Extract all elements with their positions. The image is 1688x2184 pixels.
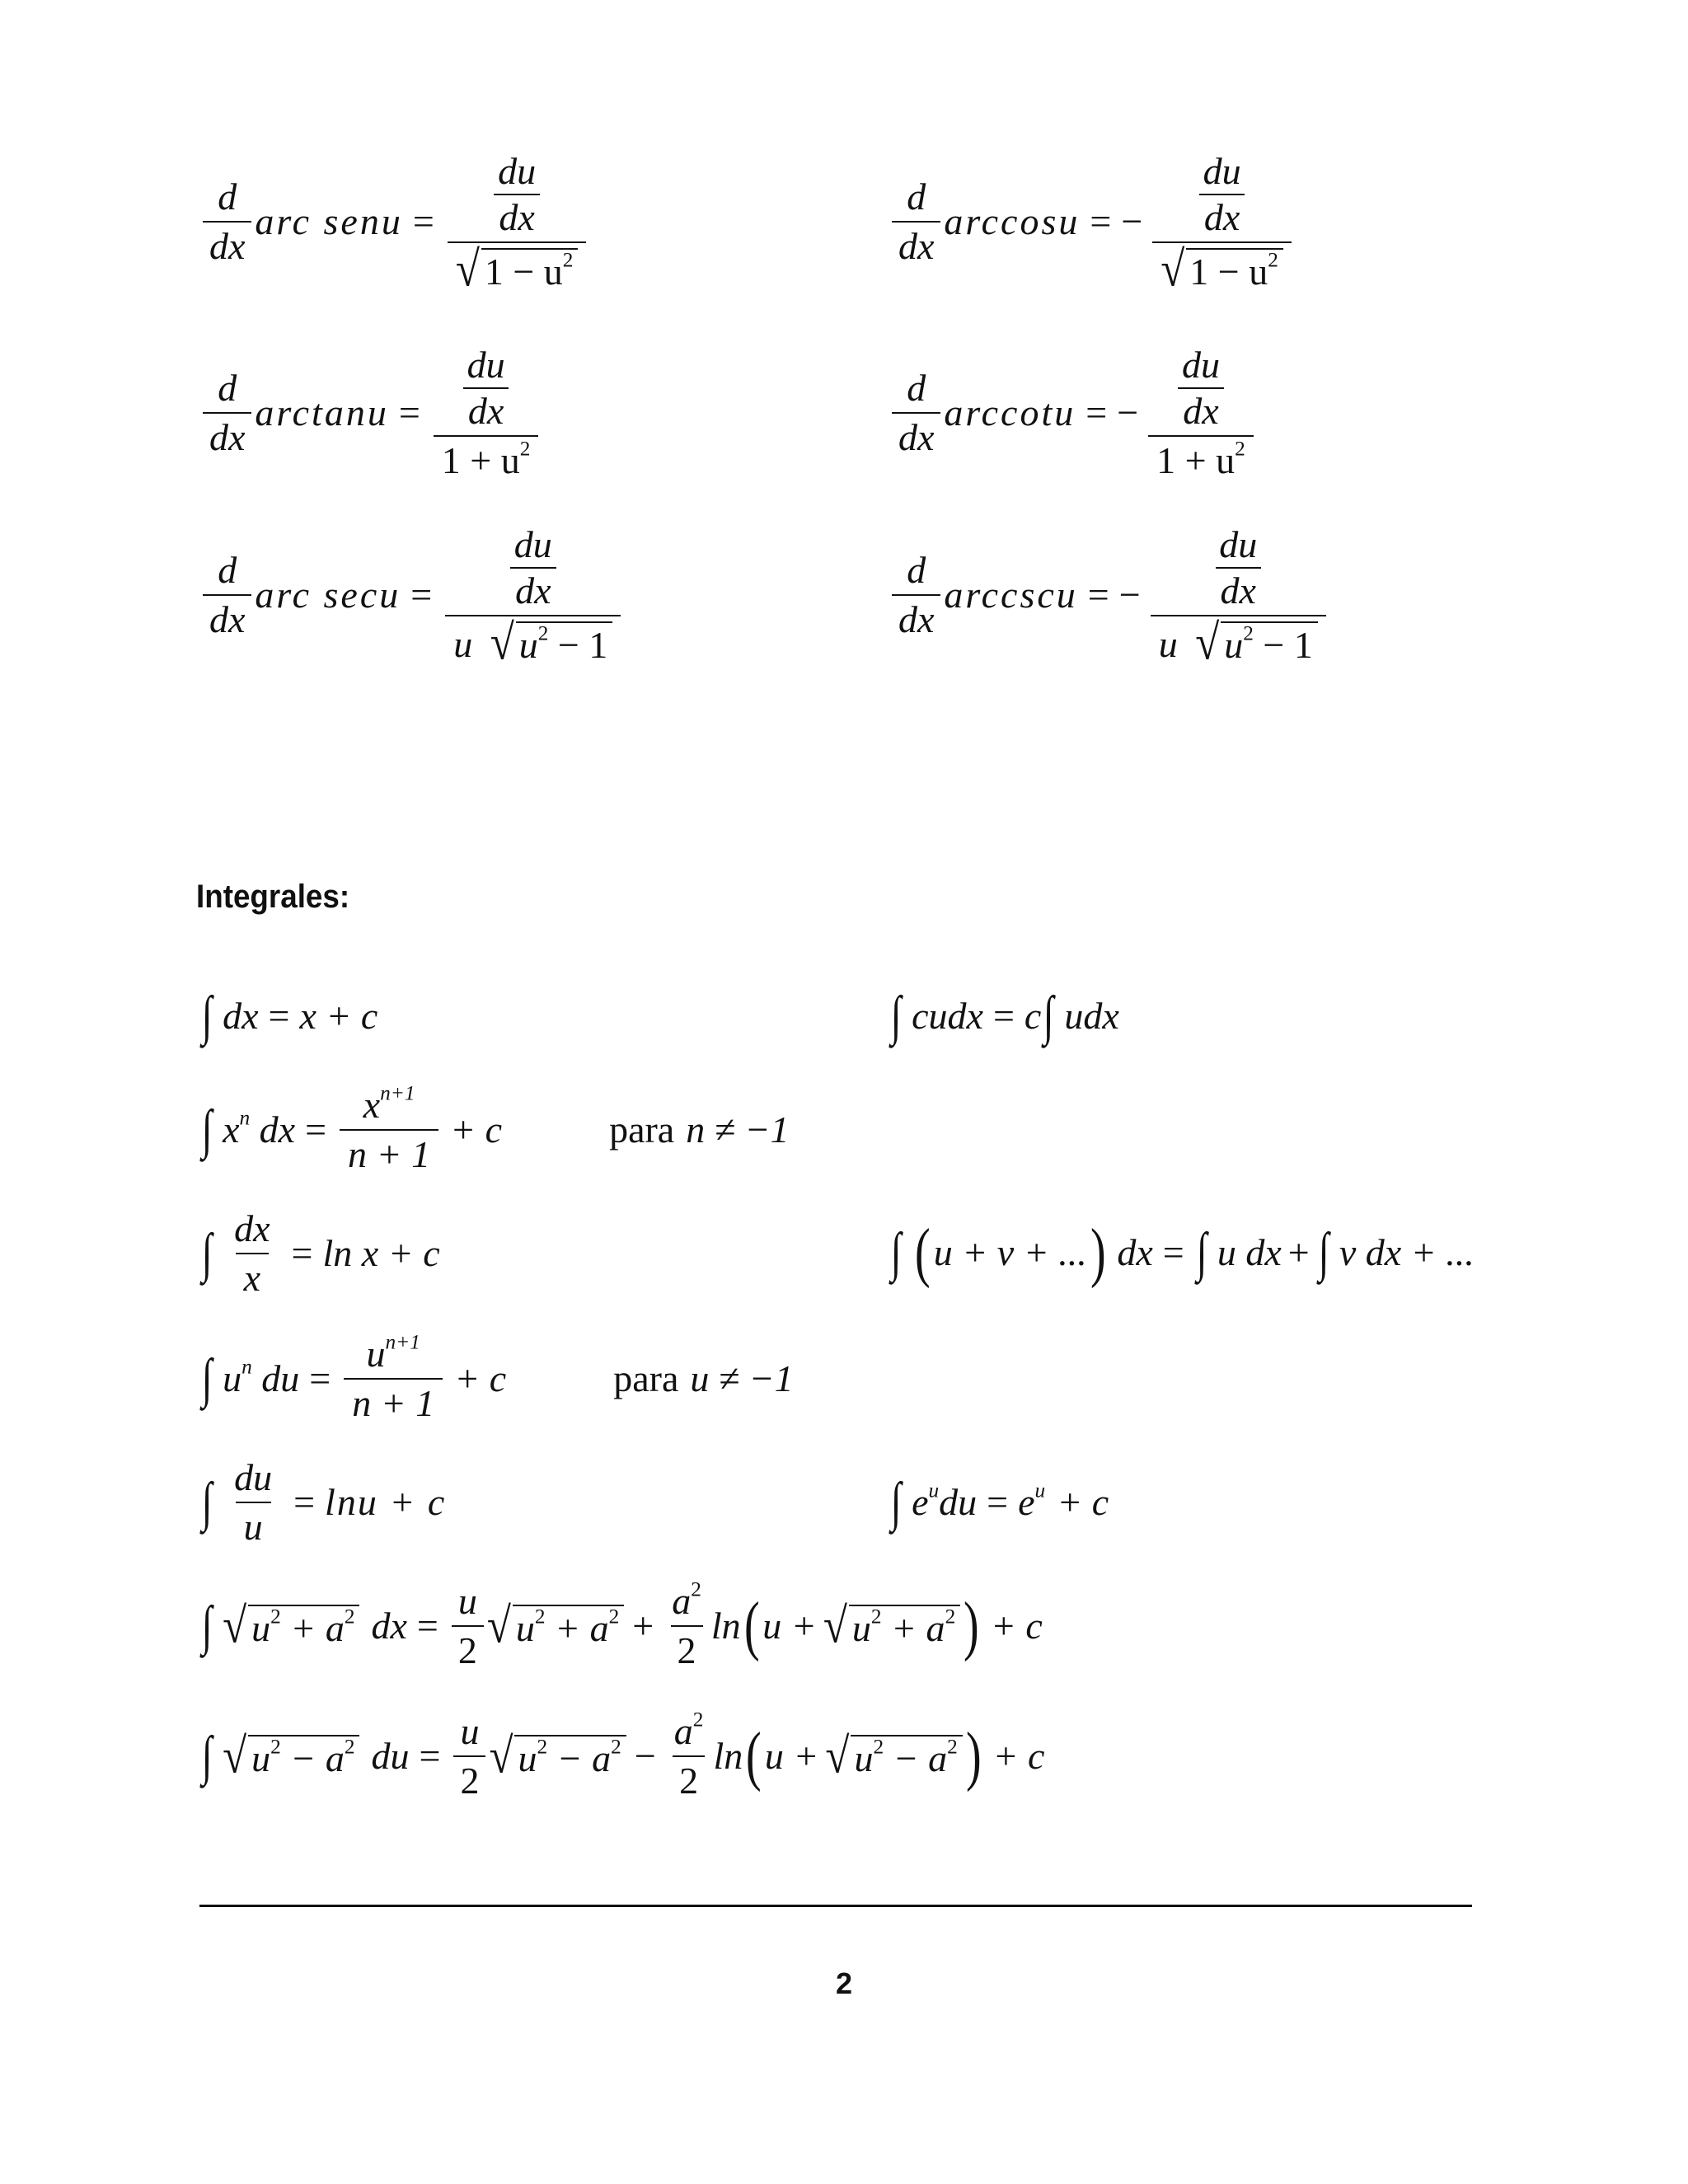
square-root: √ $u^2 - 1$ [1195, 621, 1318, 665]
integral-sign: ∫ [201, 1726, 213, 1786]
function-name: arctanu [255, 391, 389, 434]
footer-divider [199, 1905, 1472, 1907]
derivative-arctan: $\frac{d}{dx}$ arctanu = du dx $1 + u^2$ [199, 346, 542, 480]
integral-sign: ∫ [201, 1348, 213, 1408]
function-name: arccosu [944, 200, 1081, 243]
square-root: √ $u^2 + a^2$ [823, 1605, 960, 1648]
integral-reciprocal-u: ∫ $\frac{du}{u}$ = lnu + c [201, 1456, 447, 1548]
integral-sign: ∫ [890, 1222, 902, 1282]
integral-sign: ∫ [201, 1099, 213, 1160]
integral-sum: ∫ ( u + v + ... ) dx = ∫ u dx + ∫ v dx + ... [890, 1216, 1475, 1289]
rhs-fraction: du dx √ $1 - u^2$ [448, 152, 587, 292]
integral-constant-factor: ∫ cudx = c ∫ udx [890, 986, 1119, 1046]
square-root: √ $u^2 - a^2$ [825, 1735, 962, 1779]
square-root: √ $u^2 - a^2$ [223, 1735, 359, 1779]
page-number: 2 [835, 1966, 853, 2000]
condition: u ≠ −1 [690, 1357, 794, 1399]
square-root: √ $u^2 + a^2$ [487, 1605, 624, 1648]
integral-sign: ∫ [1043, 986, 1054, 1046]
derivative-arccot: $\frac{d}{dx}$ arccotu = − du dx $1 + u^2$ [889, 346, 1257, 480]
integral-sign: ∫ [890, 1472, 902, 1532]
condition-label: para [613, 1357, 679, 1399]
integral-sign: ∫ [201, 1472, 213, 1532]
integral-sign: ∫ [1318, 1222, 1329, 1282]
function-name: arc senu [255, 200, 403, 243]
square-root: √ $u^2 - 1$ [490, 621, 613, 665]
integral-reciprocal-x: ∫ $\frac{dx}{x}$ = ln x + c [201, 1207, 440, 1299]
condition-label: para [609, 1108, 675, 1151]
derivative-arccsc: $\frac{d}{dx}$ arccscu = − du dx u √ $u^2 - 1$ [889, 526, 1329, 665]
integral-power-x: ∫ $x^n$ dx = $\frac{x^{n+1}}{n + 1}$ + c para n ≠ −1 [201, 1081, 790, 1175]
square-root: √ $1 - u^2$ [456, 248, 579, 292]
integral-sqrt-sum: ∫ √ $u^2 + a^2$ dx = $\frac{u}{2}$ √ $u^2 + a^2$ + $\frac{a^2}{2}$ ln ( u + √ $u^2 + a^2$ ) + c [201, 1577, 1043, 1671]
section-heading-integrales: Integrales: [196, 879, 350, 915]
integral-exponential: ∫ $e^udu$ = $e^u$ + c [890, 1472, 1109, 1532]
integral-sqrt-difference: ∫ √ $u^2 - a^2$ du = $\frac{u}{2}$ √ $u^2 - a^2$ − $\frac{a^2}{2}$ ln ( u + √ $u^2 - a^2$ ) + c [201, 1708, 1045, 1802]
function-name: arccotu [944, 391, 1076, 434]
square-root: √ $u^2 + a^2$ [223, 1605, 359, 1648]
integral-sign: ∫ [890, 986, 902, 1046]
integral-power-u: ∫ $u^n$ du = $\frac{u^{n+1}}{n + 1}$ + c para u ≠ −1 [201, 1330, 794, 1424]
function-name: arccscu [944, 574, 1078, 616]
square-root: √ $u^2 - a^2$ [489, 1735, 626, 1779]
derivative-arccos: $\frac{d}{dx}$ arccosu = − du dx √ $1 - u^2$ [889, 152, 1295, 292]
derivative-arcsen: $\frac{d}{dx}$ arc senu = du dx √ $1 - u^2$ [199, 152, 589, 292]
integral-sign: ∫ [1196, 1222, 1207, 1282]
d-dx-fraction: $\frac{d}{dx}$ [203, 178, 251, 265]
square-root: √ $1 - u^2$ [1160, 248, 1283, 292]
condition: n ≠ −1 [686, 1108, 790, 1151]
derivative-arcsec: $\frac{d}{dx}$ arc secu = du dx u √ $u^2 - 1$ [199, 526, 624, 665]
function-name: arc secu [255, 574, 401, 616]
integral-sign: ∫ [201, 1223, 213, 1283]
integral-sign: ∫ [201, 986, 213, 1046]
integral-sign: ∫ [201, 1596, 213, 1656]
integral-dx: ∫ dx = x + c [201, 986, 378, 1046]
